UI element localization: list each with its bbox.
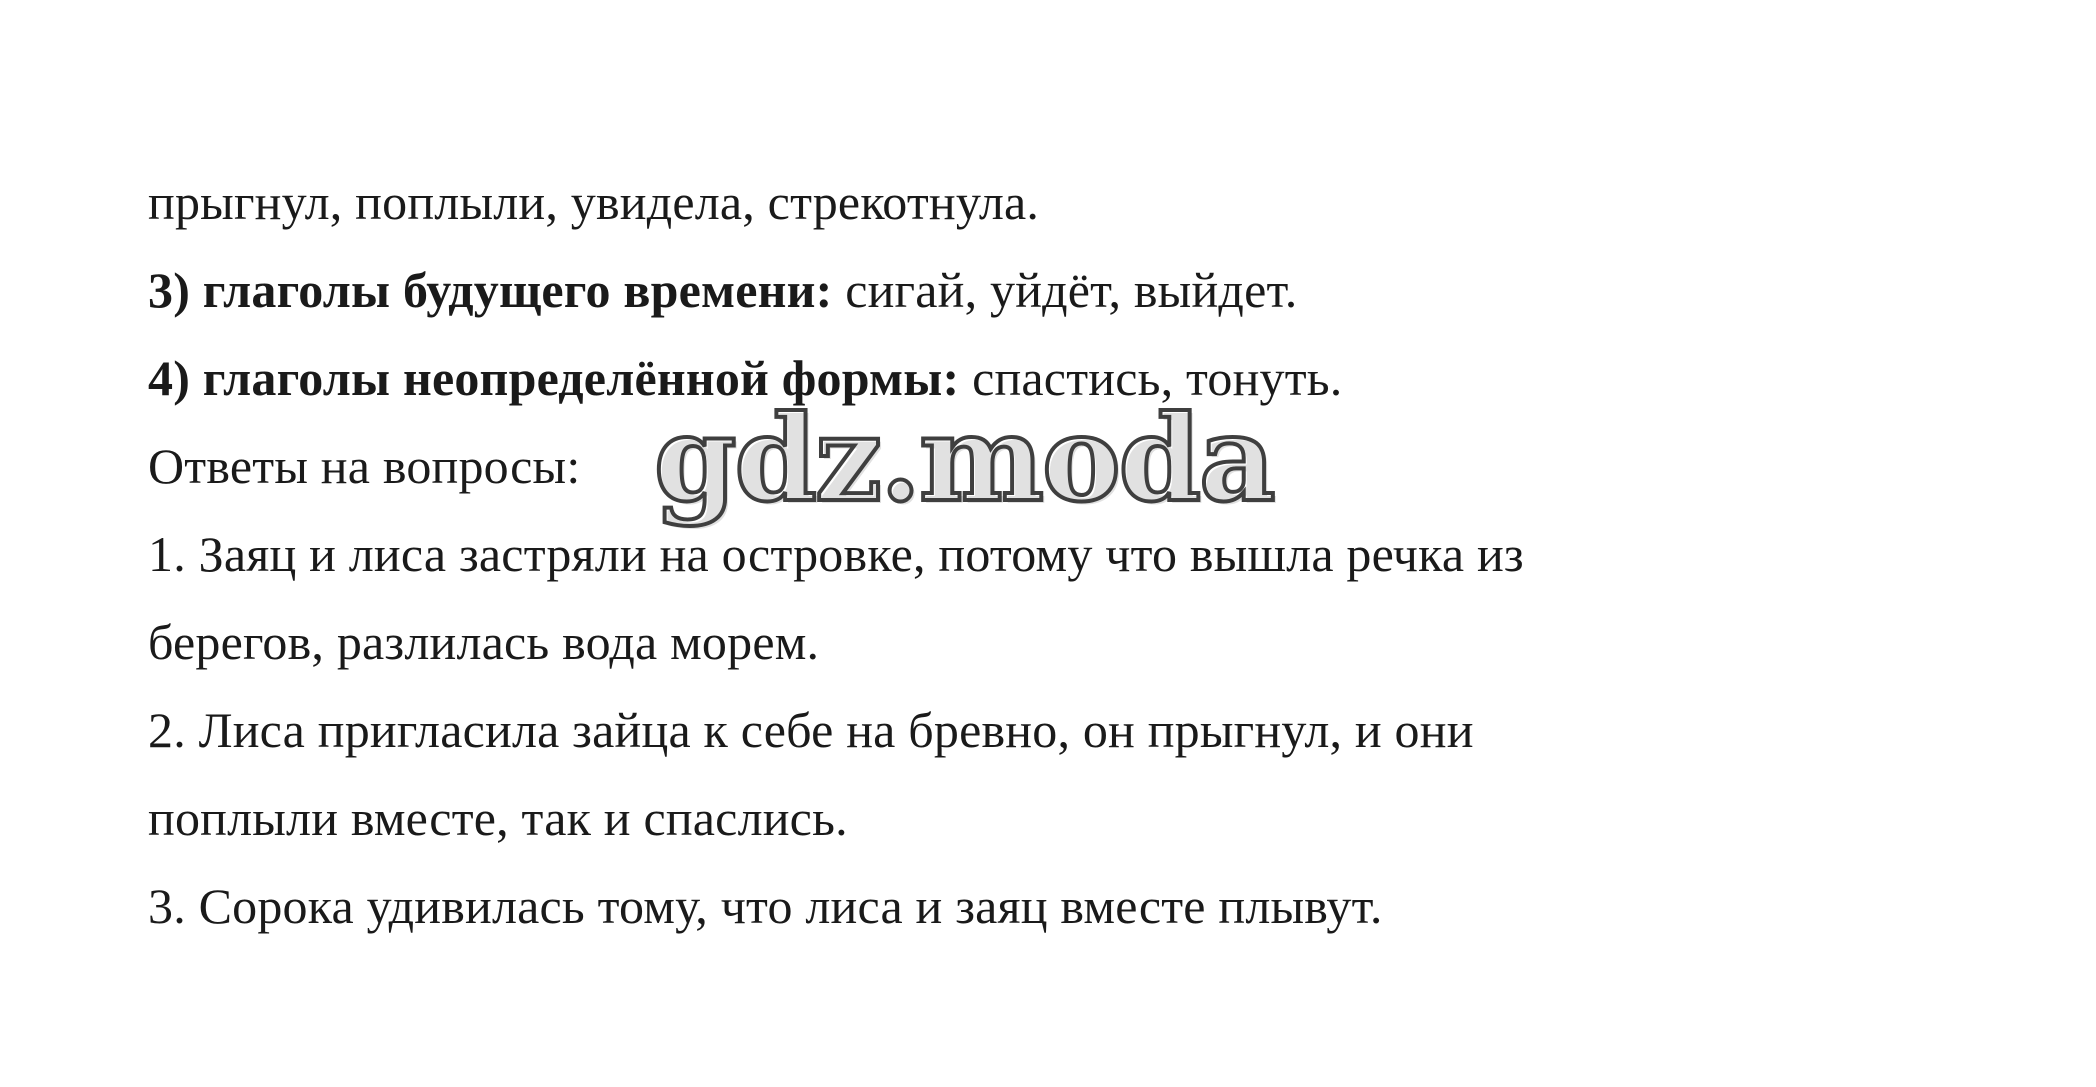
- text-run: 3. Сорока удивилась тому, что лиса и заяц вместе плывут.: [148, 878, 1383, 934]
- text-run: 1. Заяц и лиса застряли на островке, потому что вышла речка из: [148, 526, 1524, 582]
- text-run: поплыли вместе, так и спаслись.: [148, 790, 848, 846]
- text-line: [148, 862, 2028, 950]
- text-run: спастись, тонуть.: [972, 350, 1343, 406]
- watermark-logo: gdz.moda: [654, 389, 1274, 528]
- text-run: сигай, уйдёт, выйдет.: [845, 262, 1298, 318]
- text-line: [148, 158, 2028, 246]
- answers-heading: Ответы на вопросы:: [148, 438, 581, 494]
- text-run: берегов, разлилась вода морем.: [148, 614, 820, 670]
- section-heading: 3) глаголы будущего времени:: [148, 262, 846, 318]
- text-line: [148, 686, 2028, 774]
- text-run: 2. Лиса пригласила зайца к себе на бревно, он прыгнул, и они: [148, 702, 1474, 758]
- text-line: [148, 774, 2028, 862]
- answer-text: [148, 158, 2028, 950]
- text-run: прыгнул, поплыли, увидела, стрекотнула.: [148, 174, 1040, 230]
- text-line: [148, 246, 2028, 334]
- text-line: [148, 598, 2028, 686]
- section-heading: 4) глаголы неопределённой формы:: [148, 350, 973, 406]
